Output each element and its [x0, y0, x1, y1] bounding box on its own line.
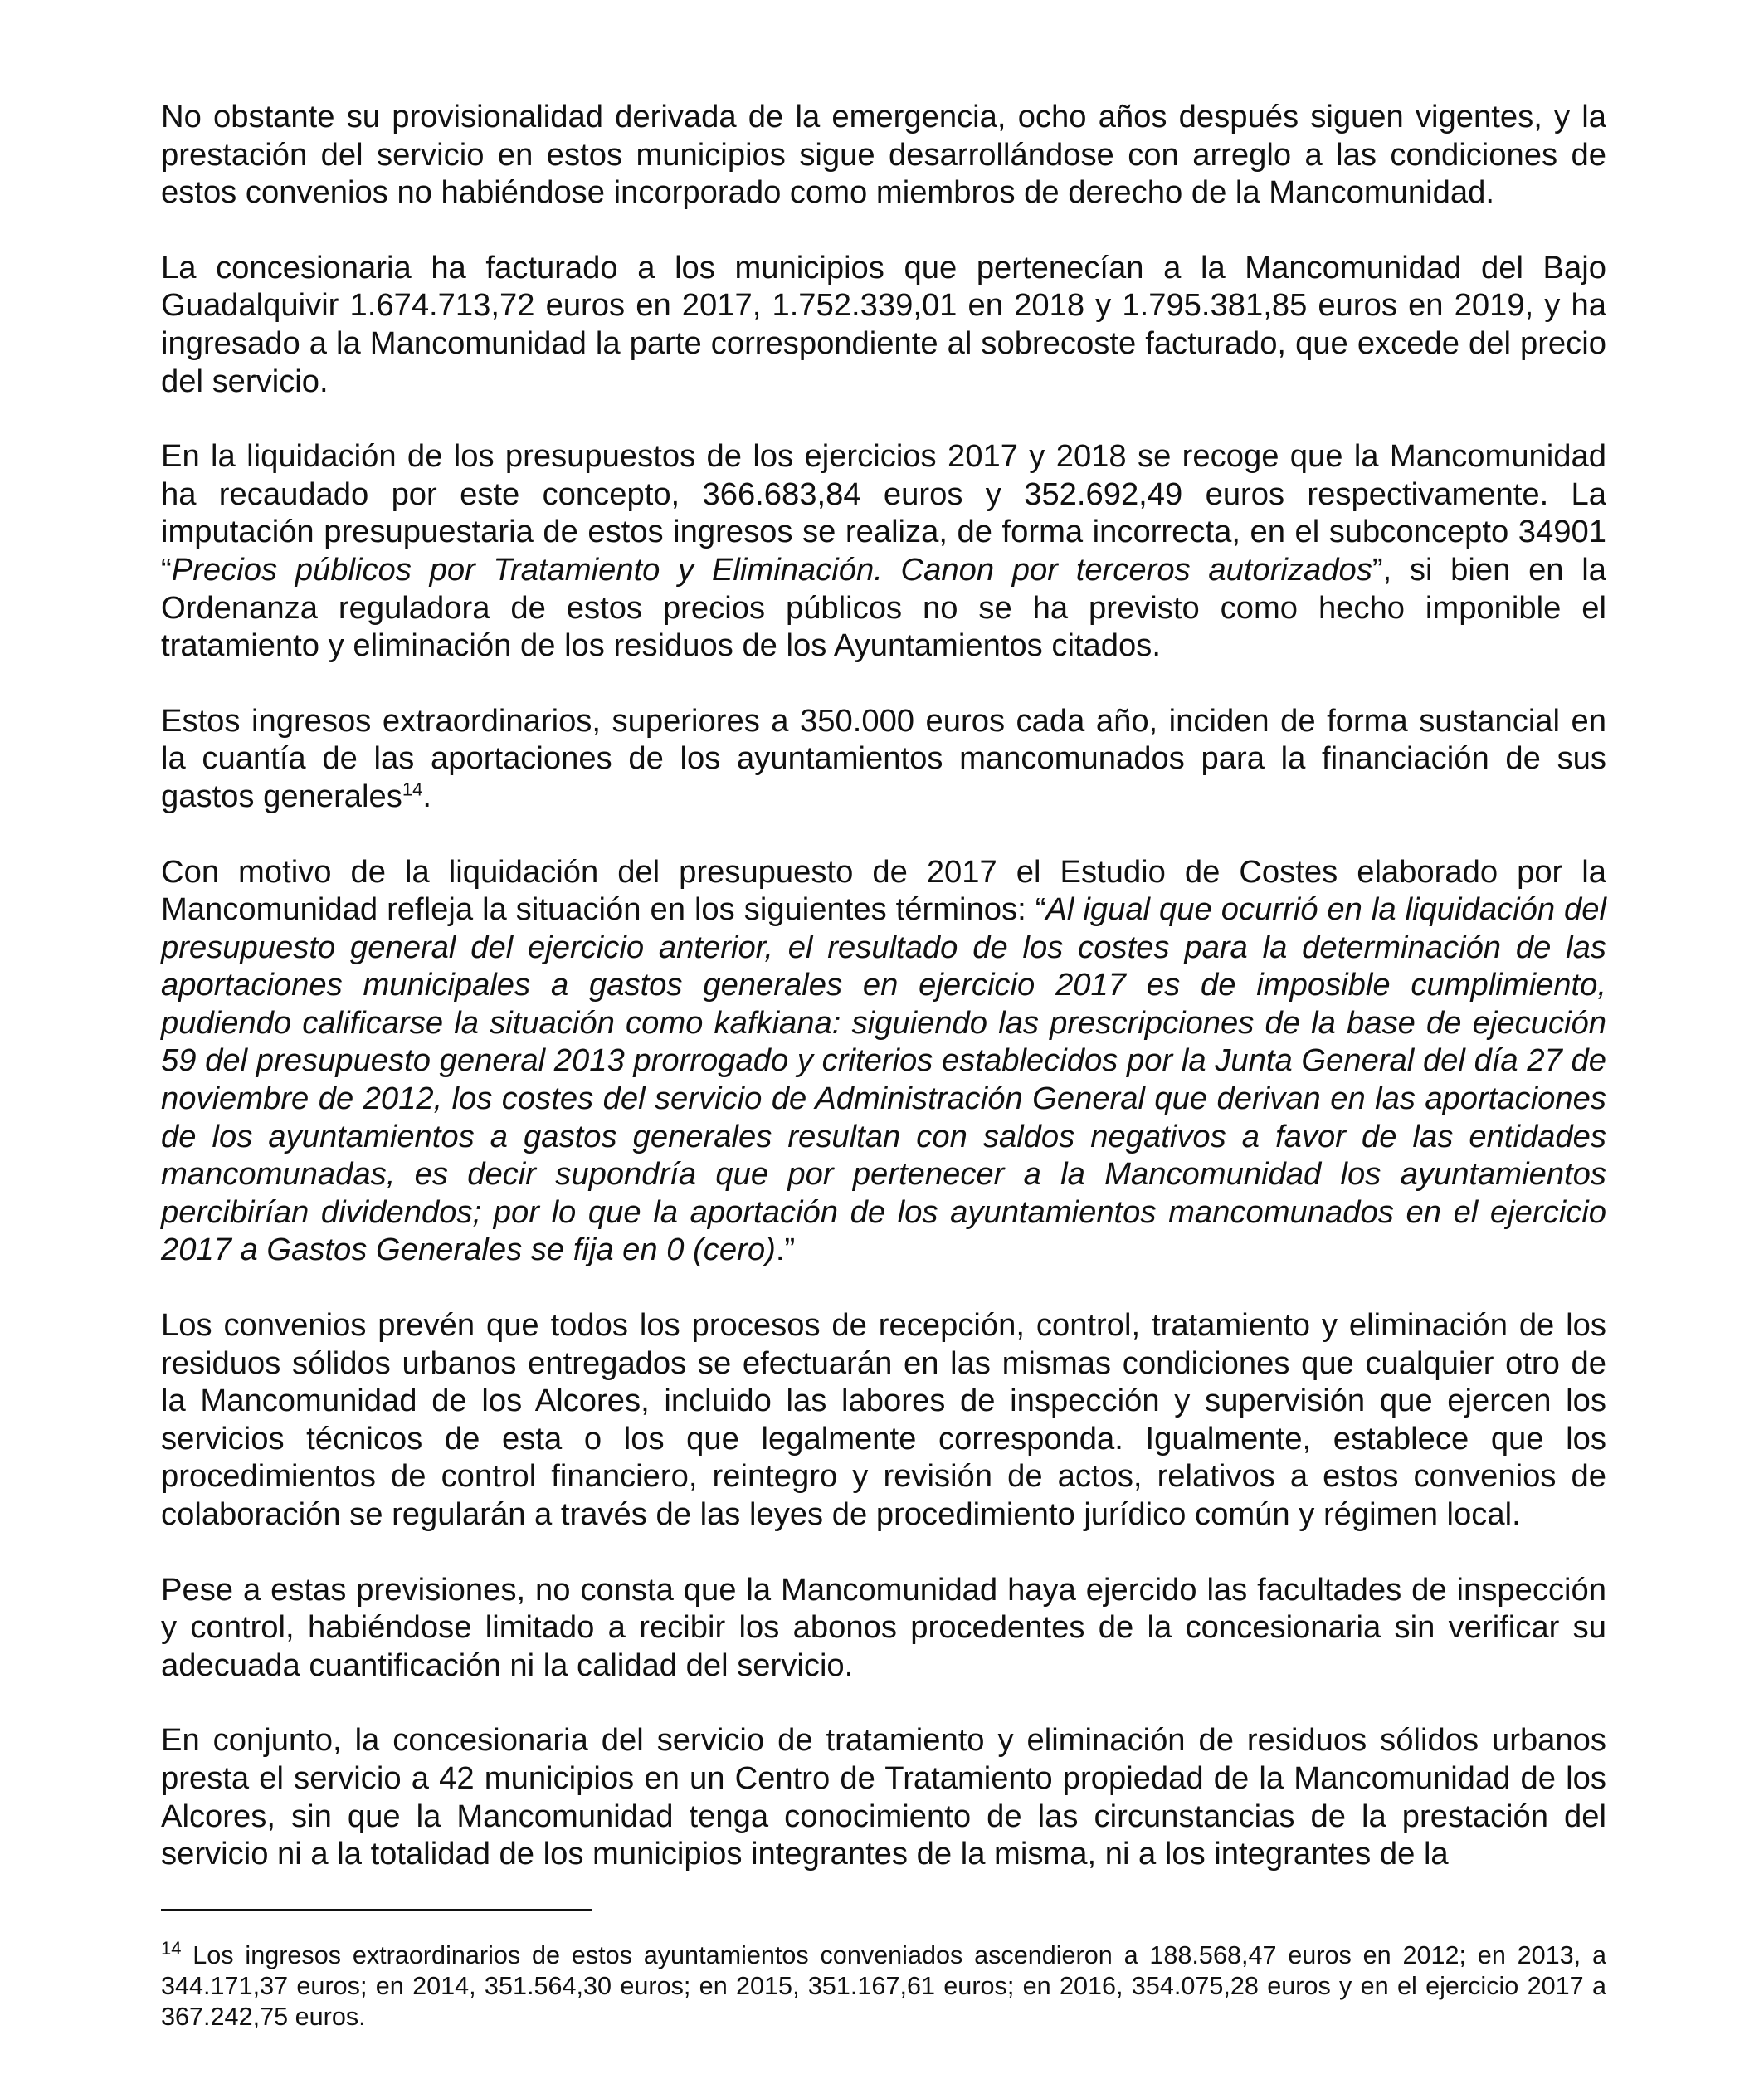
- paragraph-5: [161, 853, 1606, 1270]
- paragraph-3-text: En la liquidación de los presupuestos de los ejercicios 2017 y 2018 se recoge que la Mancomunidad ha recaudado por este concepto, 366.683,84 euros y 352.692,49 euros respectivamente. La imputación presupuestaria de estos ingresos se realiza, de forma incorrecta, en el subconcepto 34901 “: [161, 438, 1606, 588]
- footnote: [161, 1937, 1606, 2033]
- footnote-number: 14: [161, 1937, 182, 1959]
- paragraph-4: [161, 702, 1606, 816]
- paragraph-5-text: Con motivo de la liquidación del presupuesto de 2017 el Estudio de Costes elaborado por la Mancomunidad refleja la situación en los siguientes términos: “: [161, 853, 1606, 928]
- paragraph-4-end: .: [422, 778, 431, 814]
- paragraph-3-italic-quote: Precios públicos por Tratamiento y Eliminación. Canon por terceros autorizados: [171, 551, 1372, 588]
- footnote-text: Los ingresos extraordinarios de estos ayuntamientos conveniados ascendieron a 188.568,47 euros en 2012; en 2013, a 344.171,37 euros; en 2014, 351.564,30 euros; en 2015, 351.167,61 euros; en 2016, 354.075,28 euros y en el ejercicio 2017 a 367.242,75 euros.: [161, 1941, 1606, 2031]
- footnote-reference[interactable]: 14: [402, 778, 423, 800]
- footnote-divider: [161, 1909, 592, 1911]
- paragraph-2: La concesionaria ha facturado a los municipios que pertenecían a la Mancomunidad del Bajo Guadalquivir 1.674.713,72 euros en 2017, 1.752.339,01 en 2018 y 1.795.381,85 euros en 2019, y ha ingresado a la Mancomunidad la parte correspondiente al sobrecoste facturado, que excede del precio del servicio.: [161, 249, 1606, 399]
- paragraph-7: Pese a estas previsiones, no consta que la Mancomunidad haya ejercido las facultades de inspección y control, habiéndose limitado a recibir los abonos procedentes de la concesionaria sin verificar su adecuada cuantificación ni la calidad del servicio.: [161, 1571, 1606, 1683]
- paragraph-3: [161, 437, 1606, 665]
- document-body: [161, 98, 1606, 1911]
- paragraph-3-text-end: ”, si bien en la Ordenanza reguladora de estos precios públicos no se ha previsto como hecho imponible el tratamiento y eliminación de los residuos de los Ayuntamientos citados.: [161, 551, 1606, 664]
- paragraph-6: Los convenios prevén que todos los procesos de recepción, control, tratamiento y eliminación de los residuos sólidos urbanos entregados se efectuarán en las mismas condiciones que cualquier otro de la Mancomunidad de los Alcores, incluido las labores de inspección y supervisión que ejercen los servicios técnicos de esta o los que legalmente corresponda. Igualmente, establece que los procedimientos de control financiero, reintegro y revisión de actos, relativos a estos convenios de colaboración se regularán a través de las leyes de procedimiento jurídico común y régimen local.: [161, 1307, 1606, 1532]
- paragraph-1: No obstante su provisionalidad derivada de la emergencia, ocho años después siguen vigentes, y la prestación del servicio en estos municipios sigue desarrollándose con arreglo a las condiciones de estos convenios no habiéndose incorporado como miembros de derecho de la Mancomunidad.: [161, 99, 1606, 211]
- paragraph-5-italic-quote: Al igual que ocurrió en la liquidación del presupuesto general del ejercicio anterior, el resultado de los costes para la determinación de las aportaciones municipales a gastos generales en ejercicio 2017 es de imposible cumplimiento, pudiendo calificarse la situación como kafkiana: siguiendo las prescripciones de la base de ejecución 59 del presupuesto general 2013 prorrogado y criterios establecidos por la Junta General del día 27 de noviembre de 2012, los costes del servicio de Administración General que derivan en las aportaciones de los ayuntamientos a gastos generales resultan con saldos negativos a favor de las entidades mancomunadas, es decir supondría que por pertenecer a la Mancomunidad los ayuntamientos percibirían dividendos; por lo que la aportación de los ayuntamientos mancomunados en el ejercicio 2017 a Gastos Generales se fija en 0 (cero): [161, 891, 1606, 1268]
- paragraph-5-text-end: .”: [775, 1232, 796, 1268]
- paragraph-4-text: Estos ingresos extraordinarios, superiores a 350.000 euros cada año, inciden de forma sustancial en la cuantía de las aportaciones de los ayuntamientos mancomunados para la financiación de sus gastos generales: [161, 702, 1606, 814]
- paragraph-8: En conjunto, la concesionaria del servicio de tratamiento y eliminación de residuos sólidos urbanos presta el servicio a 42 municipios en un Centro de Tratamiento propiedad de la Mancomunidad de los Alcores, sin que la Mancomunidad tenga conocimiento de las circunstancias de la prestación del servicio ni a la totalidad de los municipios integrantes de la misma, ni a los integrantes de la: [161, 1722, 1606, 1872]
